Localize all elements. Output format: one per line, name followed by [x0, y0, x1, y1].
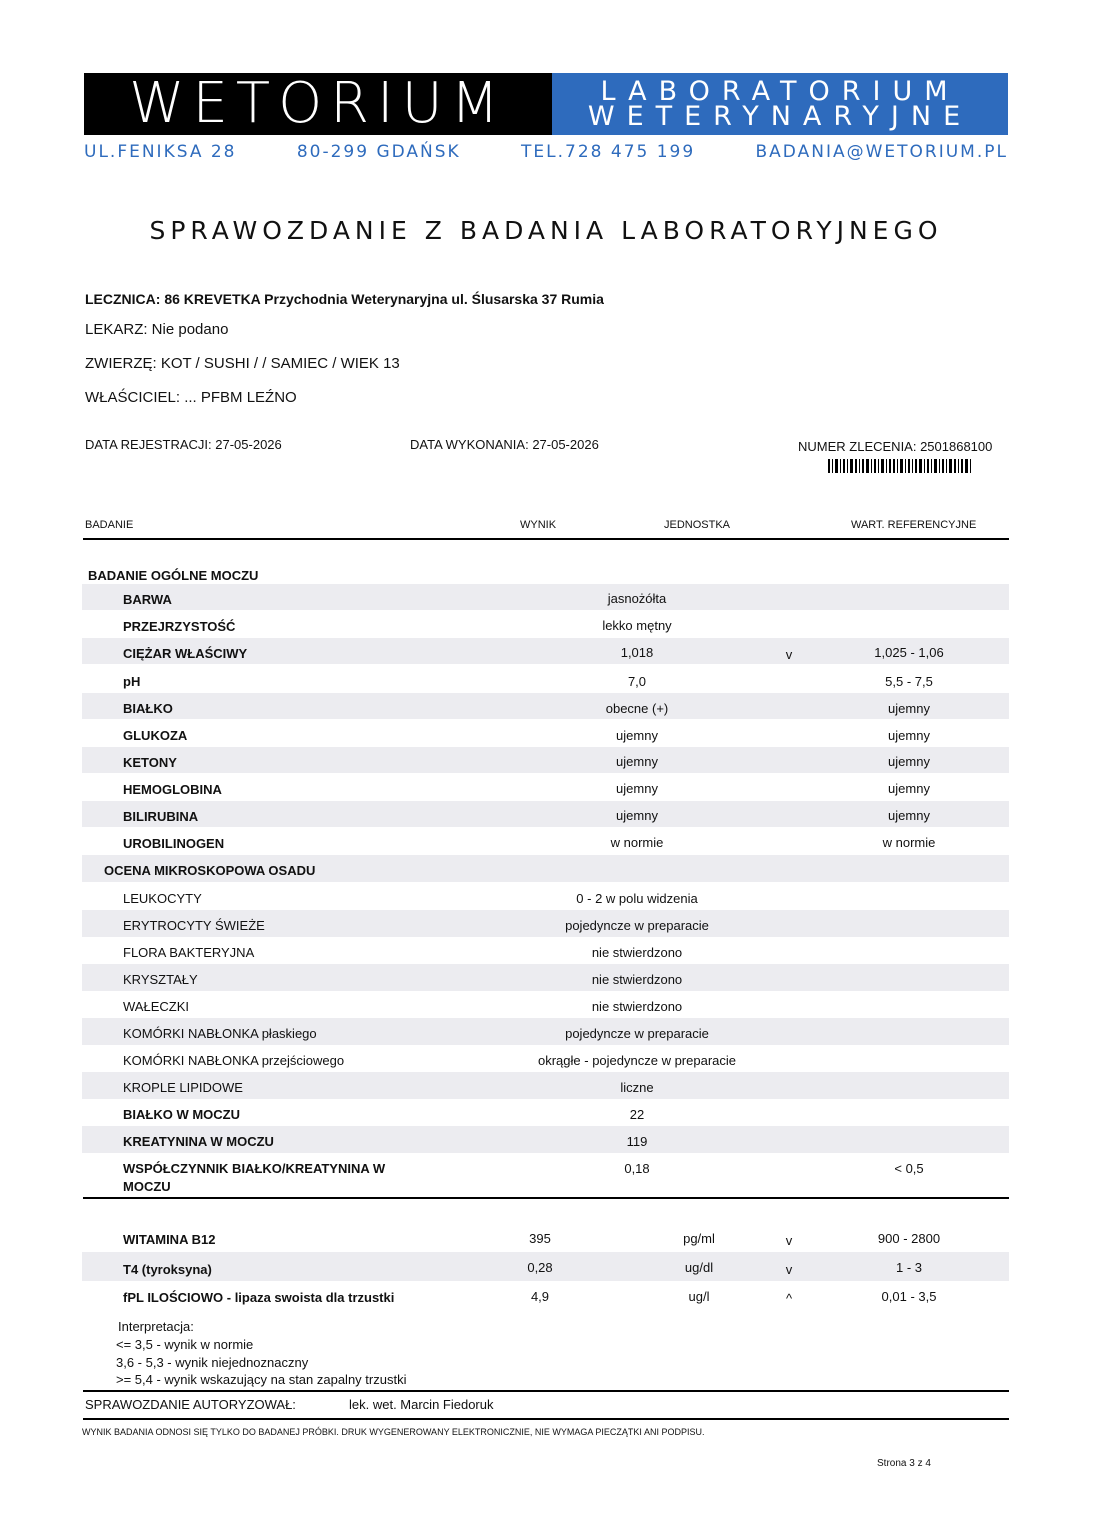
- test-result: 0,28: [527, 1260, 553, 1275]
- order-number: NUMER ZLECENIA: 2501868100: [798, 439, 993, 454]
- test-name: PRZEJRZYSTOŚĆ: [123, 619, 236, 634]
- table-row: [82, 1099, 1009, 1126]
- authorization-label: SPRAWOZDANIE AUTORYZOWAŁ:: [85, 1397, 296, 1412]
- test-result: okrągłe - pojedyncze w preparacie: [538, 1053, 736, 1068]
- table-row: [82, 774, 1009, 800]
- section-header-row: [82, 855, 1009, 882]
- table-row: [82, 665, 1009, 692]
- test-unit: ug/dl: [684, 1260, 714, 1275]
- test-unit: ug/l: [688, 1289, 710, 1304]
- clinic-info: LECZNICA: 86 KREVETKA Przychodnia Weterynaryjna ul. Ślusarska 37 Rumia: [85, 291, 604, 307]
- low-flag: v: [785, 1262, 793, 1277]
- logo-wordmark: WETORIUM: [84, 73, 552, 135]
- logo-subtitle-line-2: WETERYNARYJNE: [587, 101, 973, 132]
- test-name: HEMOGLOBINA: [123, 782, 222, 797]
- table-row: [82, 828, 1009, 854]
- test-result: 119: [626, 1134, 648, 1149]
- test-result: 0,18: [624, 1161, 650, 1176]
- table-row: [82, 584, 1009, 610]
- doctor-info: LEKARZ: Nie podano: [85, 321, 229, 338]
- table-row: [82, 1018, 1009, 1045]
- test-name: FLORA BAKTERYJNA: [123, 945, 255, 960]
- barcode: [828, 459, 986, 473]
- test-result: pojedyncze w preparacie: [565, 918, 709, 933]
- test-name: ERYTROCYTY ŚWIEŻE: [123, 918, 265, 933]
- table-row: [82, 801, 1009, 827]
- test-result: ujemny: [616, 754, 658, 769]
- authorizing-vet: lek. wet. Marcin Fiedoruk: [349, 1397, 494, 1412]
- table-row: [82, 611, 1009, 637]
- table-row: [82, 1126, 1009, 1153]
- page-number: Strona 3 z 4: [877, 1458, 931, 1469]
- interpretation-line: >= 5,4 - wynik wskazujący na stan zapalny trzustki: [116, 1372, 407, 1387]
- test-result: nie stwierdzono: [591, 945, 683, 960]
- test-name: pH: [123, 674, 141, 689]
- test-result: nie stwierdzono: [591, 972, 683, 987]
- test-name: UROBILINOGEN: [123, 836, 225, 851]
- table-row: [82, 693, 1009, 719]
- test-name: BARWA: [123, 592, 172, 607]
- test-name: GLUKOZA: [123, 728, 188, 743]
- test-name: KRYSZTAŁY: [123, 972, 198, 987]
- table-row: [82, 638, 1009, 664]
- test-name-continued: MOCZU: [123, 1179, 171, 1194]
- document-title: SPRAWOZDANIE Z BADANIA LABORATORYJNEGO: [149, 216, 943, 245]
- test-result: ujemny: [616, 728, 658, 743]
- test-result: 0 - 2 w polu widzenia: [576, 891, 698, 906]
- zip-city: 80-299 GDAŃSK: [296, 142, 461, 162]
- test-name: CIĘŻAR WŁAŚCIWY: [123, 646, 248, 661]
- animal-info: ZWIERZĘ: KOT / SUSHI / / SAMIEC / WIEK 13: [85, 355, 400, 372]
- logo-subtitle-line-1: LABORATORIUM: [600, 76, 960, 107]
- phone: TEL.728 475 199: [521, 142, 696, 162]
- reference-range: 0,01 - 3,5: [881, 1289, 937, 1304]
- disclaimer: WYNIK BADANIA ODNOSI SIĘ TYLKO DO BADANEJ PRÓBKI. DRUK WYGENEROWANY ELEKTRONICZNIE, NIE WYMAGA PIECZĄTKI ANI PODPISU.: [82, 1427, 705, 1437]
- test-name: T4 (tyroksyna): [123, 1262, 212, 1277]
- owner-info: WŁAŚCICIEL: ... PFBM LEŹNO: [85, 389, 297, 406]
- table-row: [82, 1072, 1009, 1099]
- lab-logo: [84, 73, 1008, 135]
- reference-range: < 0,5: [894, 1161, 924, 1176]
- section-title-urinalysis: BADANIE OGÓLNE MOCZU: [88, 568, 259, 583]
- email: BADANIA@WETORIUM.PL: [755, 142, 1008, 162]
- reference-range: 900 - 2800: [877, 1231, 941, 1246]
- table-row: [82, 937, 1009, 964]
- logo-subtitle: [552, 73, 1008, 135]
- column-header-unit: JEDNOSTKA: [664, 519, 731, 531]
- table-row: [82, 1045, 1009, 1072]
- test-result: liczne: [620, 1080, 654, 1095]
- interpretation-line: <= 3,5 - wynik w normie: [116, 1337, 254, 1352]
- test-name: KOMÓRKI NABŁONKA płaskiego: [123, 1026, 317, 1041]
- interpretation-title: Interpretacja:: [118, 1319, 194, 1334]
- test-name: WSPÓŁCZYNNIK BIAŁKO/KREATYNINA W: [123, 1161, 386, 1176]
- test-name: WAŁECZKI: [123, 999, 189, 1014]
- test-result: obecne (+): [605, 701, 669, 716]
- reference-range: 1 - 3: [895, 1260, 922, 1275]
- test-name: WITAMINA B12: [123, 1232, 216, 1247]
- table-row: [82, 964, 1009, 991]
- interpretation-line: 3,6 - 5,3 - wynik niejednoznaczny: [116, 1355, 309, 1370]
- table-row: [82, 910, 1009, 937]
- test-name: LEUKOCYTY: [123, 891, 202, 906]
- test-name: KETONY: [123, 755, 177, 770]
- table-row: [82, 1224, 1009, 1251]
- test-result: w normie: [610, 835, 664, 850]
- test-name: KROPLE LIPIDOWE: [123, 1080, 243, 1095]
- authorization-divider-bottom: [83, 1418, 1009, 1420]
- section-divider: [83, 1197, 1009, 1199]
- high-flag: ^: [785, 1291, 793, 1306]
- reference-range: ujemny: [888, 781, 930, 796]
- test-unit: pg/ml: [683, 1231, 715, 1246]
- table-row: [82, 1282, 1009, 1311]
- test-name: KOMÓRKI NABŁONKA przejściowego: [123, 1053, 345, 1068]
- test-result: 22: [629, 1107, 645, 1122]
- test-result: 4,9: [530, 1289, 550, 1304]
- registration-date: DATA REJESTRACJI: 27-05-2026: [85, 437, 282, 452]
- contact-line: [84, 142, 1008, 162]
- table-row: [82, 1153, 1009, 1197]
- test-result: jasnożółta: [607, 591, 667, 606]
- test-result: 7,0: [627, 674, 647, 689]
- reference-range: ujemny: [888, 808, 930, 823]
- column-header-test: BADANIE: [85, 519, 134, 531]
- column-header-reference: WART. REFERENCYJNE: [851, 519, 977, 531]
- table-row: [82, 1252, 1009, 1281]
- test-name: fPL ILOŚCIOWO - lipaza swoista dla trzustki: [123, 1290, 395, 1305]
- authorization-divider-top: [83, 1390, 1009, 1392]
- test-result: ujemny: [616, 808, 658, 823]
- test-result: 1,018: [620, 645, 654, 660]
- test-result: nie stwierdzono: [591, 999, 683, 1014]
- section-title-sediment: OCENA MIKROSKOPOWA OSADU: [104, 863, 316, 878]
- test-name: BILIRUBINA: [123, 809, 199, 824]
- test-result: lekko mętny: [602, 618, 672, 633]
- header-divider: [83, 538, 1009, 540]
- test-name: KREATYNINA W MOCZU: [123, 1134, 274, 1149]
- reference-range: ujemny: [888, 754, 930, 769]
- execution-date: DATA WYKONANIA: 27-05-2026: [410, 437, 599, 452]
- test-name: BIAŁKO: [123, 701, 173, 716]
- table-row: [82, 883, 1009, 910]
- low-flag: v: [785, 647, 793, 662]
- reference-range: w normie: [882, 835, 936, 850]
- reference-range: 1,025 - 1,06: [874, 645, 944, 660]
- reference-range: ujemny: [888, 728, 930, 743]
- test-result: 395: [529, 1231, 551, 1246]
- column-header-result: WYNIK: [520, 519, 557, 531]
- test-result: pojedyncze w preparacie: [565, 1026, 709, 1041]
- table-row: [82, 991, 1009, 1018]
- low-flag: v: [785, 1233, 793, 1248]
- table-row: [82, 720, 1009, 746]
- test-name: BIAŁKO W MOCZU: [123, 1107, 240, 1122]
- test-result: ujemny: [616, 781, 658, 796]
- address: UL.FENIKSA 28: [84, 142, 237, 162]
- reference-range: 5,5 - 7,5: [885, 674, 933, 689]
- reference-range: ujemny: [888, 701, 930, 716]
- table-row: [82, 747, 1009, 773]
